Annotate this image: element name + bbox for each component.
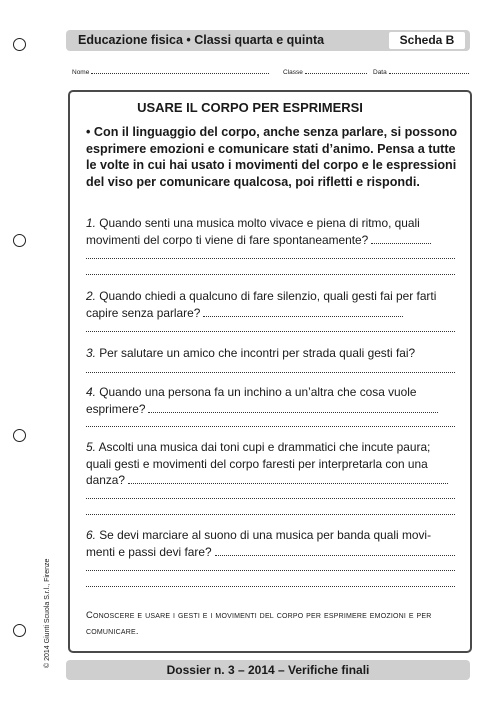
question-text: Se devi marciare al suono di una musica per banda quali movi-menti e passi devi fare? xyxy=(86,528,432,559)
answer-line[interactable] xyxy=(86,274,455,275)
question-1 xyxy=(86,215,458,248)
question-5 xyxy=(86,439,458,489)
answer-line[interactable] xyxy=(86,258,455,259)
worksheet-title: USARE IL CORPO PER ESPRIMERSI xyxy=(137,100,363,115)
binder-hole xyxy=(13,624,26,637)
question-text: Quando senti una musica molto vivace e piena di ritmo, quali movimenti del corpo ti viene di fare spontaneamente? xyxy=(86,216,420,247)
header-bar xyxy=(66,30,470,51)
question-text: Quando una persona fa un inchino a un’altra che cosa vuole esprimere? xyxy=(86,385,417,416)
answer-line[interactable] xyxy=(86,426,455,427)
question-text: Quando chiedi a qualcuno di fare silenzio, quali gesti fai per farti capire senza parlare? xyxy=(86,289,437,320)
worksheet-tab: Scheda B xyxy=(389,32,465,49)
header-title: Educazione fisica • Classi quarta e quinta xyxy=(78,33,325,47)
date-field[interactable] xyxy=(373,67,469,76)
date-label: Data xyxy=(373,69,387,76)
answer-line[interactable] xyxy=(86,570,455,571)
question-number: 4. xyxy=(86,385,96,399)
copyright-notice: © 2014 Giunti Scuola S.r.l., Firenze xyxy=(44,558,51,668)
answer-line[interactable] xyxy=(86,514,455,515)
question-4 xyxy=(86,384,458,417)
question-text: Ascolti una musica dai toni cupi e drammatici che incute paura; quali gesti e movimenti del corpo faresti per interpretarla con una danza? xyxy=(86,440,431,487)
answer-line[interactable] xyxy=(203,308,403,317)
class-field[interactable] xyxy=(283,67,367,76)
question-number: 2. xyxy=(86,289,96,303)
answer-line[interactable] xyxy=(371,235,431,244)
question-text: Per salutare un amico che incontri per strada quali gesti fai? xyxy=(99,346,416,360)
question-number: 5. xyxy=(86,440,96,454)
intro-text: • Con il linguaggio del corpo, anche senza parlare, si possono esprimere emozioni e comunicare stati d’animo. Pensa a tutte le volte in cui hai usato i movimenti del corpo e le espressioni del viso per comunicare qualcosa, poi rifletti e rispondi. xyxy=(86,125,458,189)
question-number: 3. xyxy=(86,346,96,360)
name-field[interactable] xyxy=(72,67,269,76)
answer-line[interactable] xyxy=(86,372,455,373)
name-label: Nome xyxy=(72,69,90,76)
question-6 xyxy=(86,527,458,560)
question-number: 6. xyxy=(86,528,96,542)
answer-line[interactable] xyxy=(128,475,448,484)
answer-line[interactable] xyxy=(86,498,455,499)
question-number: 1. xyxy=(86,216,96,230)
question-3 xyxy=(86,345,458,362)
answer-line[interactable] xyxy=(86,586,455,587)
answer-line[interactable] xyxy=(148,404,438,413)
footer-bar: Dossier n. 3 – 2014 – Verifiche finali xyxy=(66,660,470,680)
learning-goal: Conoscere e usare i gesti e i movimenti del corpo per esprimere emozioni e per comunicare. xyxy=(86,609,432,636)
answer-line[interactable] xyxy=(215,547,455,556)
binder-hole xyxy=(13,234,26,247)
answer-line[interactable] xyxy=(86,331,455,332)
binder-hole xyxy=(13,38,26,51)
class-label: Classe xyxy=(283,69,303,76)
question-2 xyxy=(86,288,458,321)
binder-hole xyxy=(13,429,26,442)
